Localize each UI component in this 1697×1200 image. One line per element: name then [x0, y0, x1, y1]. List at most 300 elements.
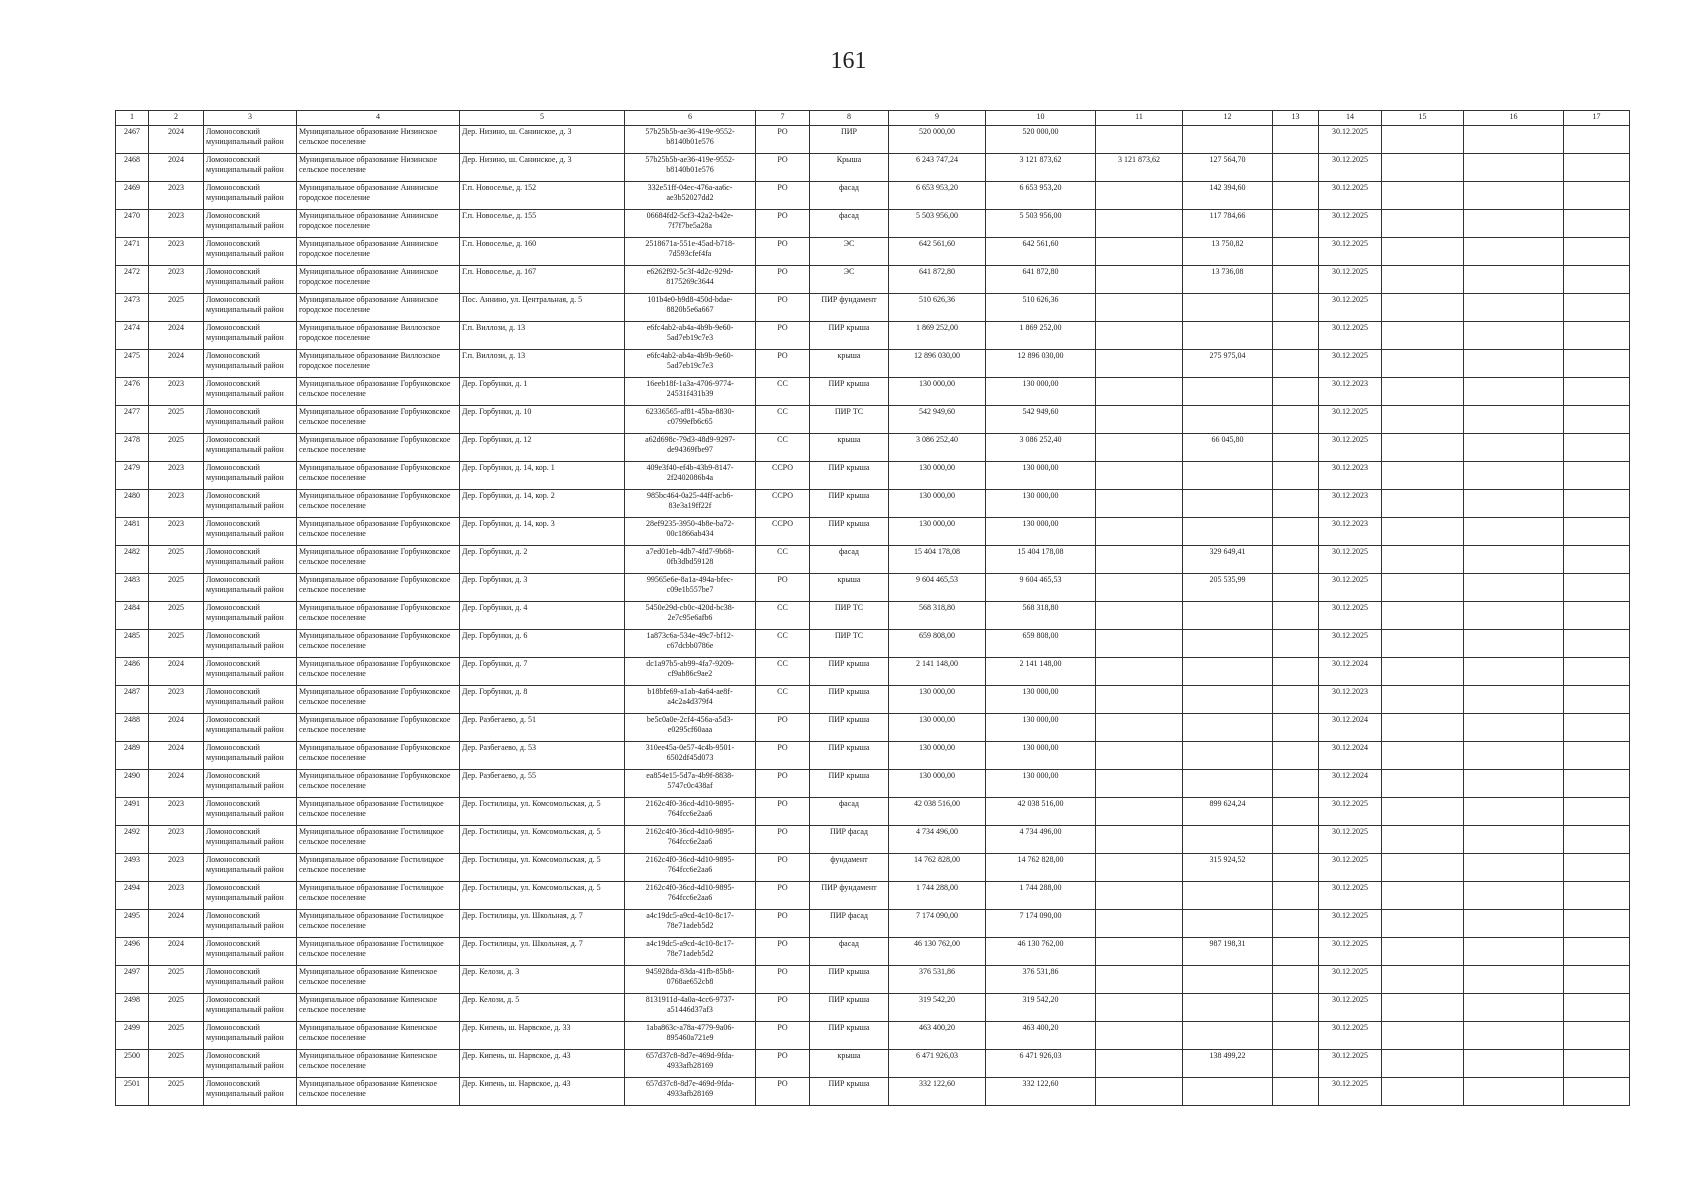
cell-municipality: Муниципальное образование Горбунковское сельское поселение	[297, 518, 460, 546]
cell-c10: 6 653 953,20	[986, 182, 1096, 210]
cell-c12	[1183, 882, 1273, 910]
table-row	[116, 546, 1630, 574]
cell-municipality: Муниципальное образование Кипенское сельское поселение	[297, 966, 460, 994]
cell-address: Дер. Разбегаево, д. 51	[460, 714, 625, 742]
column-header: 17	[1564, 111, 1630, 126]
cell-empty	[1564, 938, 1630, 966]
cell-empty	[1464, 518, 1564, 546]
cell-c11	[1096, 182, 1183, 210]
cell-org: РО	[756, 238, 810, 266]
cell-address: Дер. Горбунки, д. 1	[460, 378, 625, 406]
cell-org: СС	[756, 658, 810, 686]
cell-year: 2023	[149, 378, 204, 406]
cell-org: РО	[756, 770, 810, 798]
cell-c9: 130 000,00	[889, 490, 986, 518]
cell-n: 2489	[116, 742, 149, 770]
cell-id: 310ee45a-0e57-4c4b-9501-6502df45d073	[625, 742, 756, 770]
cell-empty	[1464, 266, 1564, 294]
cell-c10: 542 949,60	[986, 406, 1096, 434]
table-row	[116, 154, 1630, 182]
cell-empty	[1464, 574, 1564, 602]
cell-address: Дер. Кипень, ш. Нарвское, д. 43	[460, 1078, 625, 1106]
cell-district: Ломоносовский муниципальный район	[204, 854, 297, 882]
cell-empty	[1564, 126, 1630, 154]
cell-work: ПИР крыша	[810, 994, 889, 1022]
cell-date: 30.12.2024	[1319, 770, 1382, 798]
cell-work: ПИР крыша	[810, 966, 889, 994]
cell-c13	[1273, 546, 1319, 574]
cell-address: Дер. Гостилицы, ул. Комсомольская, д. 5	[460, 854, 625, 882]
cell-address: Дер. Горбунки, д. 2	[460, 546, 625, 574]
cell-municipality: Муниципальное образование Гостилицкое сельское поселение	[297, 910, 460, 938]
cell-org: РО	[756, 714, 810, 742]
cell-n: 2501	[116, 1078, 149, 1106]
cell-municipality: Муниципальное образование Гостилицкое сельское поселение	[297, 798, 460, 826]
cell-work: фасад	[810, 182, 889, 210]
cell-empty	[1382, 798, 1464, 826]
cell-n: 2477	[116, 406, 149, 434]
table-row	[116, 462, 1630, 490]
cell-empty	[1564, 434, 1630, 462]
cell-year: 2025	[149, 546, 204, 574]
cell-date: 30.12.2025	[1319, 322, 1382, 350]
cell-date: 30.12.2024	[1319, 714, 1382, 742]
cell-c10: 14 762 828,00	[986, 854, 1096, 882]
cell-c11	[1096, 322, 1183, 350]
cell-org: РО	[756, 126, 810, 154]
table-row	[116, 1050, 1630, 1078]
cell-n: 2497	[116, 966, 149, 994]
cell-date: 30.12.2024	[1319, 658, 1382, 686]
cell-c10: 1 744 288,00	[986, 882, 1096, 910]
cell-c9: 319 542,20	[889, 994, 986, 1022]
cell-municipality: Муниципальное образование Горбунковское сельское поселение	[297, 490, 460, 518]
cell-c12: 13 750,82	[1183, 238, 1273, 266]
cell-id: 28ef9235-3950-4b8e-ba72-00c1866ab434	[625, 518, 756, 546]
column-header: 7	[756, 111, 810, 126]
cell-c13	[1273, 770, 1319, 798]
cell-n: 2480	[116, 490, 149, 518]
cell-n: 2485	[116, 630, 149, 658]
cell-n: 2488	[116, 714, 149, 742]
cell-id: 2162c4f0-36cd-4d10-9895-764fcc6e2aa6	[625, 854, 756, 882]
cell-date: 30.12.2025	[1319, 1050, 1382, 1078]
cell-year: 2025	[149, 1078, 204, 1106]
cell-address: Дер. Келози, д. 5	[460, 994, 625, 1022]
cell-year: 2024	[149, 126, 204, 154]
cell-empty	[1464, 210, 1564, 238]
cell-work: ПИР фасад	[810, 826, 889, 854]
column-header: 11	[1096, 111, 1183, 126]
cell-municipality: Муниципальное образование Гостилицкое сельское поселение	[297, 882, 460, 910]
cell-work: ПИР фундамент	[810, 294, 889, 322]
cell-c9: 7 174 090,00	[889, 910, 986, 938]
cell-year: 2025	[149, 994, 204, 1022]
cell-municipality: Муниципальное образование Аннинское городское поселение	[297, 266, 460, 294]
cell-empty	[1464, 686, 1564, 714]
cell-c13	[1273, 630, 1319, 658]
cell-c12: 138 499,22	[1183, 1050, 1273, 1078]
cell-c12: 315 924,52	[1183, 854, 1273, 882]
cell-id: a4c19dc5-a9cd-4c10-8c17-78e71adeb5d2	[625, 938, 756, 966]
cell-work: ПИР ТС	[810, 602, 889, 630]
cell-year: 2023	[149, 826, 204, 854]
cell-org: СС	[756, 686, 810, 714]
cell-id: 16eeb18f-1a3a-4706-9774-24531f431b39	[625, 378, 756, 406]
cell-empty	[1564, 742, 1630, 770]
cell-district: Ломоносовский муниципальный район	[204, 826, 297, 854]
cell-c11	[1096, 1022, 1183, 1050]
cell-c12: 329 649,41	[1183, 546, 1273, 574]
cell-year: 2025	[149, 294, 204, 322]
cell-id: 57b25b5b-ae36-419e-9552-b8140b01e576	[625, 154, 756, 182]
column-number-row	[116, 111, 1630, 126]
cell-id: 2162c4f0-36cd-4d10-9895-764fcc6e2aa6	[625, 798, 756, 826]
cell-c11	[1096, 854, 1183, 882]
cell-c13	[1273, 994, 1319, 1022]
column-header: 8	[810, 111, 889, 126]
cell-empty	[1564, 322, 1630, 350]
table-row	[116, 434, 1630, 462]
cell-work: фасад	[810, 210, 889, 238]
cell-c9: 5 503 956,00	[889, 210, 986, 238]
cell-c10: 130 000,00	[986, 462, 1096, 490]
cell-c10: 4 734 496,00	[986, 826, 1096, 854]
cell-c9: 12 896 030,00	[889, 350, 986, 378]
cell-c13	[1273, 518, 1319, 546]
cell-c9: 4 734 496,00	[889, 826, 986, 854]
cell-empty	[1464, 322, 1564, 350]
cell-n: 2483	[116, 574, 149, 602]
cell-address: Г.п. Виллози, д. 13	[460, 350, 625, 378]
cell-c12: 205 535,99	[1183, 574, 1273, 602]
cell-empty	[1464, 434, 1564, 462]
cell-n: 2467	[116, 126, 149, 154]
cell-c10: 520 000,00	[986, 126, 1096, 154]
cell-id: 945928da-83da-41fb-85b8-0768ae652cb8	[625, 966, 756, 994]
cell-district: Ломоносовский муниципальный район	[204, 1050, 297, 1078]
cell-id: 8131911d-4a0a-4cc6-9737-a51446d37af3	[625, 994, 756, 1022]
cell-id: 62336565-af81-45ba-8830-c0799efb6c65	[625, 406, 756, 434]
cell-c9: 376 531,86	[889, 966, 986, 994]
cell-empty	[1564, 798, 1630, 826]
cell-c12	[1183, 322, 1273, 350]
cell-empty	[1382, 546, 1464, 574]
table-row	[116, 294, 1630, 322]
cell-c11: 3 121 873,62	[1096, 154, 1183, 182]
cell-municipality: Муниципальное образование Горбунковское сельское поселение	[297, 406, 460, 434]
cell-work: ЭС	[810, 238, 889, 266]
page-number: 161	[830, 48, 867, 74]
cell-org: РО	[756, 1050, 810, 1078]
cell-district: Ломоносовский муниципальный район	[204, 798, 297, 826]
cell-year: 2025	[149, 630, 204, 658]
cell-work: Крыша	[810, 154, 889, 182]
cell-municipality: Муниципальное образование Горбунковское сельское поселение	[297, 462, 460, 490]
cell-municipality: Муниципальное образование Аннинское городское поселение	[297, 210, 460, 238]
table-row	[116, 714, 1630, 742]
cell-empty	[1464, 966, 1564, 994]
cell-n: 2493	[116, 854, 149, 882]
cell-empty	[1564, 546, 1630, 574]
cell-empty	[1382, 434, 1464, 462]
cell-c12: 13 736,08	[1183, 266, 1273, 294]
cell-address: Дер. Горбунки, д. 4	[460, 602, 625, 630]
cell-n: 2469	[116, 182, 149, 210]
table-row	[116, 378, 1630, 406]
cell-c11	[1096, 546, 1183, 574]
cell-empty	[1464, 742, 1564, 770]
cell-empty	[1382, 126, 1464, 154]
cell-id: 1aba863c-a78a-4779-9a06-895460a721e9	[625, 1022, 756, 1050]
table-row	[116, 658, 1630, 686]
cell-empty	[1382, 910, 1464, 938]
cell-year: 2023	[149, 518, 204, 546]
cell-date: 30.12.2023	[1319, 518, 1382, 546]
cell-c12: 142 394,60	[1183, 182, 1273, 210]
cell-c9: 46 130 762,00	[889, 938, 986, 966]
cell-empty	[1464, 406, 1564, 434]
cell-date: 30.12.2025	[1319, 1078, 1382, 1106]
cell-address: Г.п. Новоселье, д. 160	[460, 238, 625, 266]
cell-municipality: Муниципальное образование Кипенское сельское поселение	[297, 994, 460, 1022]
cell-c13	[1273, 686, 1319, 714]
cell-empty	[1564, 966, 1630, 994]
cell-empty	[1464, 714, 1564, 742]
cell-date: 30.12.2023	[1319, 686, 1382, 714]
cell-empty	[1564, 154, 1630, 182]
cell-c11	[1096, 1078, 1183, 1106]
cell-empty	[1564, 882, 1630, 910]
table-row	[116, 1022, 1630, 1050]
cell-empty	[1464, 126, 1564, 154]
cell-address: Дер. Горбунки, д. 14, кор. 1	[460, 462, 625, 490]
cell-district: Ломоносовский муниципальный район	[204, 966, 297, 994]
cell-year: 2025	[149, 1022, 204, 1050]
cell-n: 2495	[116, 910, 149, 938]
cell-year: 2023	[149, 854, 204, 882]
cell-work: ПИР фундамент	[810, 882, 889, 910]
cell-id: 57b25b5b-ae36-419e-9552-b8140b01e576	[625, 126, 756, 154]
cell-empty	[1564, 630, 1630, 658]
cell-c9: 15 404 178,08	[889, 546, 986, 574]
cell-municipality: Муниципальное образование Горбунковское сельское поселение	[297, 602, 460, 630]
cell-c12	[1183, 686, 1273, 714]
cell-c10: 130 000,00	[986, 490, 1096, 518]
cell-empty	[1564, 658, 1630, 686]
cell-date: 30.12.2023	[1319, 490, 1382, 518]
cell-date: 30.12.2025	[1319, 294, 1382, 322]
cell-c10: 15 404 178,08	[986, 546, 1096, 574]
cell-c9: 14 762 828,00	[889, 854, 986, 882]
cell-c12	[1183, 378, 1273, 406]
register-table	[115, 110, 1630, 1106]
cell-c9: 332 122,60	[889, 1078, 986, 1106]
cell-address: Дер. Горбунки, д. 3	[460, 574, 625, 602]
cell-municipality: Муниципальное образование Горбунковское сельское поселение	[297, 686, 460, 714]
cell-district: Ломоносовский муниципальный район	[204, 434, 297, 462]
cell-c10: 3 121 873,62	[986, 154, 1096, 182]
cell-empty	[1464, 854, 1564, 882]
cell-n: 2481	[116, 518, 149, 546]
cell-address: Дер. Горбунки, д. 14, кор. 3	[460, 518, 625, 546]
cell-c10: 642 561,60	[986, 238, 1096, 266]
cell-district: Ломоносовский муниципальный район	[204, 910, 297, 938]
cell-id: a62d698c-79d3-48d9-9297-de94369fbe97	[625, 434, 756, 462]
cell-empty	[1382, 770, 1464, 798]
cell-year: 2023	[149, 266, 204, 294]
cell-c13	[1273, 798, 1319, 826]
cell-empty	[1564, 406, 1630, 434]
cell-n: 2479	[116, 462, 149, 490]
cell-c11	[1096, 210, 1183, 238]
cell-empty	[1564, 294, 1630, 322]
cell-empty	[1382, 462, 1464, 490]
cell-empty	[1464, 1022, 1564, 1050]
cell-date: 30.12.2025	[1319, 546, 1382, 574]
cell-c10: 568 318,80	[986, 602, 1096, 630]
cell-date: 30.12.2023	[1319, 378, 1382, 406]
cell-municipality: Муниципальное образование Горбунковское сельское поселение	[297, 434, 460, 462]
cell-work: ПИР фасад	[810, 910, 889, 938]
cell-org: РО	[756, 350, 810, 378]
cell-empty	[1382, 658, 1464, 686]
cell-c11	[1096, 994, 1183, 1022]
cell-year: 2024	[149, 742, 204, 770]
cell-c9: 2 141 148,00	[889, 658, 986, 686]
column-header: 1	[116, 111, 149, 126]
cell-c11	[1096, 238, 1183, 266]
cell-c9: 542 949,60	[889, 406, 986, 434]
cell-empty	[1464, 770, 1564, 798]
table-row	[116, 630, 1630, 658]
cell-org: РО	[756, 910, 810, 938]
cell-empty	[1564, 686, 1630, 714]
cell-empty	[1564, 518, 1630, 546]
cell-empty	[1464, 462, 1564, 490]
cell-c10: 3 086 252,40	[986, 434, 1096, 462]
cell-c10: 130 000,00	[986, 518, 1096, 546]
cell-year: 2024	[149, 714, 204, 742]
cell-empty	[1382, 1022, 1464, 1050]
cell-c11	[1096, 686, 1183, 714]
cell-c10: 319 542,20	[986, 994, 1096, 1022]
cell-district: Ломоносовский муниципальный район	[204, 462, 297, 490]
cell-empty	[1382, 742, 1464, 770]
cell-address: Дер. Кипень, ш. Нарвское, д. 43	[460, 1050, 625, 1078]
cell-date: 30.12.2025	[1319, 154, 1382, 182]
cell-id: 99565e6e-8a1a-494a-bfec-c09e1b557be7	[625, 574, 756, 602]
cell-c9: 1 744 288,00	[889, 882, 986, 910]
cell-c11	[1096, 938, 1183, 966]
cell-address: Дер. Гостилицы, ул. Комсомольская, д. 5	[460, 826, 625, 854]
cell-c13	[1273, 322, 1319, 350]
cell-date: 30.12.2025	[1319, 266, 1382, 294]
cell-c11	[1096, 350, 1183, 378]
cell-date: 30.12.2025	[1319, 126, 1382, 154]
cell-n: 2492	[116, 826, 149, 854]
cell-id: e6fc4ab2-ab4a-4b9b-9e60-5ad7eb19c7e3	[625, 322, 756, 350]
cell-empty	[1382, 182, 1464, 210]
cell-date: 30.12.2025	[1319, 994, 1382, 1022]
column-header: 15	[1382, 111, 1464, 126]
cell-year: 2024	[149, 658, 204, 686]
cell-empty	[1564, 490, 1630, 518]
cell-work: ПИР ТС	[810, 630, 889, 658]
cell-year: 2023	[149, 686, 204, 714]
cell-empty	[1382, 714, 1464, 742]
cell-c9: 520 000,00	[889, 126, 986, 154]
column-header: 4	[297, 111, 460, 126]
cell-c10: 130 000,00	[986, 770, 1096, 798]
cell-empty	[1382, 938, 1464, 966]
cell-n: 2491	[116, 798, 149, 826]
cell-date: 30.12.2025	[1319, 238, 1382, 266]
cell-c9: 130 000,00	[889, 462, 986, 490]
cell-municipality: Муниципальное образование Аннинское городское поселение	[297, 294, 460, 322]
cell-c9: 568 318,80	[889, 602, 986, 630]
cell-c12	[1183, 490, 1273, 518]
cell-c13	[1273, 602, 1319, 630]
cell-empty	[1382, 686, 1464, 714]
table-row	[116, 182, 1630, 210]
cell-date: 30.12.2025	[1319, 798, 1382, 826]
cell-c10: 510 626,36	[986, 294, 1096, 322]
cell-empty	[1464, 238, 1564, 266]
cell-district: Ломоносовский муниципальный район	[204, 630, 297, 658]
cell-year: 2023	[149, 182, 204, 210]
cell-address: Дер. Гостилицы, ул. Комсомольская, д. 5	[460, 798, 625, 826]
cell-c13	[1273, 406, 1319, 434]
cell-date: 30.12.2025	[1319, 938, 1382, 966]
cell-c12	[1183, 966, 1273, 994]
cell-c11	[1096, 518, 1183, 546]
cell-date: 30.12.2025	[1319, 210, 1382, 238]
cell-work: фундамент	[810, 854, 889, 882]
cell-n: 2487	[116, 686, 149, 714]
cell-address: Дер. Низино, ш. Санинское, д. 3	[460, 126, 625, 154]
cell-year: 2024	[149, 154, 204, 182]
cell-c9: 463 400,20	[889, 1022, 986, 1050]
cell-municipality: Муниципальное образование Кипенское сельское поселение	[297, 1078, 460, 1106]
cell-municipality: Муниципальное образование Горбунковское сельское поселение	[297, 546, 460, 574]
cell-n: 2470	[116, 210, 149, 238]
table-row	[116, 826, 1630, 854]
cell-c11	[1096, 602, 1183, 630]
cell-n: 2474	[116, 322, 149, 350]
cell-c10: 463 400,20	[986, 1022, 1096, 1050]
cell-municipality: Муниципальное образование Горбунковское сельское поселение	[297, 714, 460, 742]
cell-c13	[1273, 854, 1319, 882]
cell-date: 30.12.2025	[1319, 854, 1382, 882]
cell-work: ЭС	[810, 266, 889, 294]
cell-work: ПИР крыша	[810, 490, 889, 518]
cell-empty	[1464, 994, 1564, 1022]
table-row	[116, 266, 1630, 294]
cell-org: РО	[756, 154, 810, 182]
cell-c13	[1273, 910, 1319, 938]
cell-c9: 130 000,00	[889, 742, 986, 770]
cell-address: Дер. Горбунки, д. 8	[460, 686, 625, 714]
cell-c12: 987 198,31	[1183, 938, 1273, 966]
table-row	[116, 938, 1630, 966]
cell-date: 30.12.2025	[1319, 910, 1382, 938]
cell-date: 30.12.2025	[1319, 574, 1382, 602]
cell-c13	[1273, 826, 1319, 854]
cell-address: Дер. Горбунки, д. 12	[460, 434, 625, 462]
cell-empty	[1464, 154, 1564, 182]
cell-district: Ломоносовский муниципальный район	[204, 714, 297, 742]
